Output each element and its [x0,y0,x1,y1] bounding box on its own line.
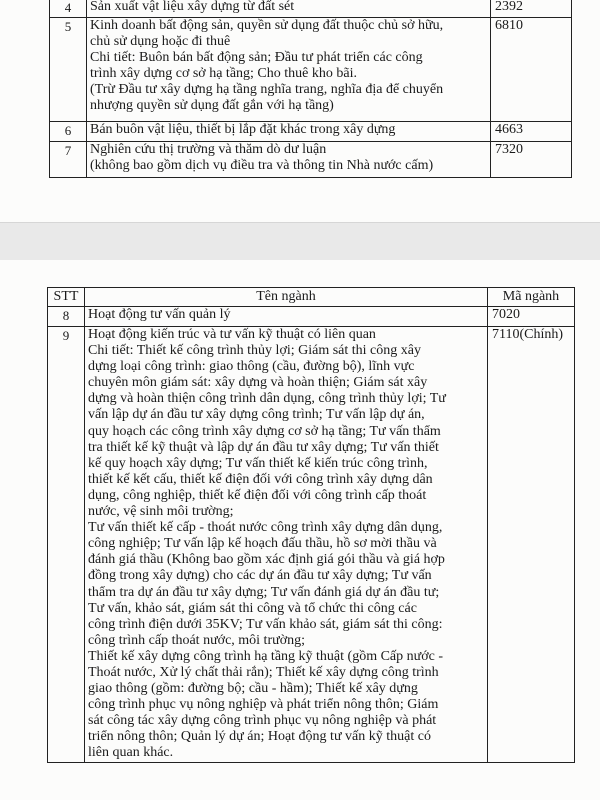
table-row [50,122,572,142]
page-separator [0,222,600,262]
row-number: 9 [48,327,85,763]
industry-code: 7020 [488,307,575,327]
table-header-row [48,288,575,307]
industry-code: 7320 [491,142,572,178]
industry-name: Kinh doanh bất động sản, quyền sử dụng đất thuộc chủ sở hữu, chủ sử dụng hoặc đi thuê Chi tiết: Buôn bán bất động sản; Đầu tư phát triển các công trình xây dựng cơ sở hạ tầng; Cho thuê kho bãi. (Trừ Đầu tư xây dựng hạ tầng nghĩa trang, nghĩa địa để chuyển nhượng quyền sử dụng đất gắn với hạ tầng) [87,18,491,122]
document-page-2 [0,260,600,800]
industry-name: Nghiên cứu thị trường và thăm dò dư luận (không bao gồm dịch vụ điều tra và thông tin Nhà nước cấm) [87,142,491,178]
industry-name: Bán buôn vật liệu, thiết bị lắp đặt khác trong xây dựng [87,122,491,142]
table-row [48,307,575,327]
document-page-1 [0,0,600,222]
row-number: 6 [50,122,87,142]
row-number: 4 [50,0,87,18]
industry-code: 7110(Chính) [488,327,575,763]
industry-code: 6810 [491,18,572,122]
table-row [48,327,575,763]
industry-code: 2392 [491,0,572,18]
row-number: 7 [50,142,87,178]
header-stt: STT [48,288,85,307]
table-row [50,142,572,178]
industry-name: Hoạt động tư vấn quản lý [85,307,488,327]
table-row [50,18,572,122]
industry-table [47,287,575,763]
industry-name: Sản xuất vật liệu xây dựng từ đất sét [87,0,491,18]
industry-code: 4663 [491,122,572,142]
industry-name: Hoạt động kiến trúc và tư vấn kỹ thuật có liên quan Chi tiết: Thiết kế công trình thủy lợi; Giám sát thi công xây dựng loại công trình: giao thông (cầu, đường bộ), lĩnh vực chuyên môn giám sát: xây dựng và hoàn thiện; Giám sát xây dựng và hoàn thiện công trình dân dụng, công trình thủy lợi; Tư vấn lập dự án đầu tư xây dựng công trình; Tư vấn lập dự án, quy hoạch các công trình xây dựng cơ sở hạ tầng; Tư vấn thẩm tra thiết kế kỹ thuật và lập dự án đầu tư xây dựng; Tư vấn thiết kế quy hoạch xây dựng; Tư vấn thiết kế kiến trúc công trình, thiết kế kết cấu, thiết kế điện đối với công trình xây dựng dân dụng, công nghiệp, thiết kế điện đối với công trình cấp thoát nước, vệ sinh môi trường; Tư vấn thiết kế cấp - thoát nước công trình xây dựng dân dụng, công nghiệp; Tư vấn lập kế hoạch đấu thầu, hồ sơ mời thầu và đánh giá thầu (Không bao gồm xác định giá gói thầu và giá hợp đồng trong xây dựng) cho các dự án đầu tư xây dựng; Tư vấn thẩm tra dự án đầu tư xây dựng; Tư vấn đánh giá dự án đầu tư; Tư vấn, khảo sát, giám sát thi công và tổ chức thi công các công trình điện dưới 35KV; Tư vấn khảo sát, giám sát thi công: công trình cấp thoát nước, môi trường; Thiết kế xây dựng công trình hạ tầng kỹ thuật (gồm Cấp nước - Thoát nước, Xử lý chất thải rắn); Thiết kế xây dựng công trình giao thông (gồm: đường bộ; cầu - hầm); Thiết kế xây dựng công trình phục vụ nông nghiệp và phát triển nông thôn; Giám sát công tác xây dựng công trình phục vụ nông nghiệp và phát triển nông thôn; Quản lý dự án; Hoạt động tư vấn kỹ thuật có liên quan khác. [85,327,488,763]
header-code: Mã ngành [488,288,575,307]
row-number: 8 [48,307,85,327]
row-number: 5 [50,18,87,122]
header-name: Tên ngành [85,288,488,307]
table-row [50,0,572,18]
industry-table-continued [49,0,572,178]
